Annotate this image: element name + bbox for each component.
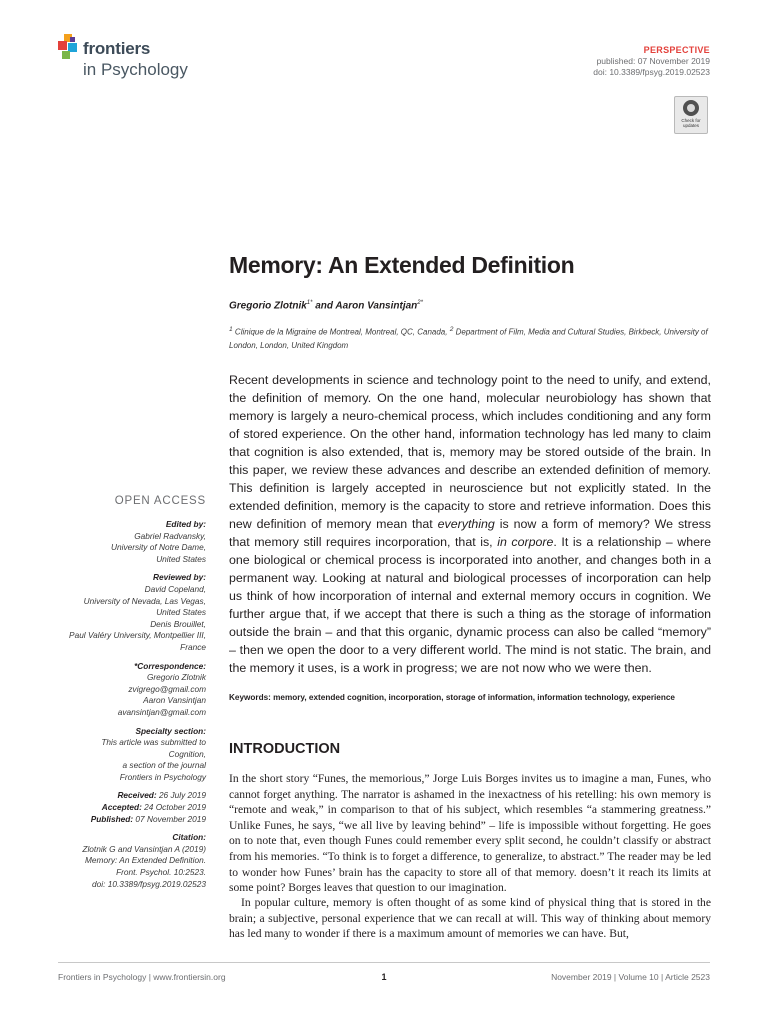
journal-logo[interactable]: [58, 34, 218, 82]
published-date-sidebar: [40, 814, 206, 826]
frontiers-logo-icon: [58, 34, 80, 60]
check-updates-icon: [683, 100, 699, 116]
body-paragraph: In popular culture, memory is often thought of as some kind of physical thing that is stored in the brain; a subjective, personal experience that we can recall at will. This way of thinking about memory has led many to wonder if there is a maximum amount of memories we can have. But,: [229, 896, 711, 941]
reviewer-line: France: [180, 641, 206, 652]
keywords: [229, 692, 711, 703]
abstract-em-2: in corpore: [497, 535, 554, 549]
authors-line: [229, 300, 423, 311]
accepted-date: [40, 802, 206, 814]
article-type: PERSPECTIVE: [643, 45, 710, 55]
citation-line: Zlotnik G and Vansintjan A (2019): [82, 843, 206, 854]
citation-line: Memory: An Extended Definition.: [85, 855, 206, 866]
abstract-em-1: everything: [437, 517, 495, 531]
reviewer-line: David Copeland,: [144, 583, 206, 594]
page-number: 1: [381, 972, 387, 982]
correspondence-label: *Correspondence:: [134, 660, 206, 671]
received-label: Received:: [117, 790, 157, 801]
editor-line: University of Notre Dame,: [111, 542, 206, 553]
keywords-label: Keywords:: [229, 693, 271, 702]
affiliation-2: Department of Film, Media and Cultural Studies, Birkbeck, University of London, London, United Kingdom: [229, 327, 708, 350]
specialty-line: This article was submitted to: [101, 737, 206, 748]
published-date: published: 07 November 2019: [596, 56, 710, 66]
abstract-text-2: is now a form of memory? We stress that memory still requires incorporation, that is,: [229, 517, 711, 549]
reviewer-line: University of Nevada, Las Vegas,: [83, 595, 206, 606]
affil-sup-1: 1: [229, 326, 233, 333]
editor-line: Gabriel Radvansky,: [134, 530, 206, 541]
journal-name-sub: in Psychology: [83, 60, 188, 79]
journal-name-bold: frontiers: [83, 39, 151, 58]
article-title: Memory: An Extended Definition: [229, 252, 575, 278]
editor-line: United States: [156, 553, 206, 564]
reviewer-line: Denis Brouillet,: [150, 618, 206, 629]
published-value: 07 November 2019: [133, 813, 206, 824]
reviewed-by-label: Reviewed by:: [152, 572, 206, 583]
keywords-text: memory, extended cognition, incorporation, storage of information, information technology, experience: [270, 693, 675, 702]
doi-link[interactable]: doi: 10.3389/fpsyg.2019.02523: [593, 67, 710, 77]
published-label: Published:: [90, 813, 134, 824]
author-2-sup: 2*: [417, 300, 423, 306]
edited-by-label: Edited by:: [165, 519, 206, 529]
check-for-updates-button[interactable]: [674, 96, 708, 134]
author-1-sup: 1*: [306, 300, 313, 306]
specialty-line: Frontiers in Psychology: [119, 771, 206, 782]
author-1[interactable]: Gregorio Zlotnik: [229, 300, 307, 312]
check-updates-label: Check for updates: [681, 118, 701, 128]
correspondence-name: Gregorio Zlotnik: [146, 672, 206, 683]
citation-line: Front. Psychol. 10:2523.: [116, 867, 206, 878]
section-heading-introduction: INTRODUCTION: [229, 741, 341, 757]
accepted-label: Accepted:: [101, 802, 142, 813]
correspondence-email[interactable]: zvigrego@gmail.com: [128, 683, 206, 694]
abstract-text-1: Recent developments in science and technology point to the need to unify, and extend, the definition of memory. On the one hand, molecular neurobiology has shown that memory is largely a neuro-chemical process, which includes conditioning and any form of stored experience. On the other hand, information technology has led many to claim that cognition is also extended, that is, memory may be stored outside of the brain. In this paper, we review these advances and describe an extended definition of memory. This definition is largely accepted in neuroscience but not explicitly stated. In the extended definition, memory is the capacity to store and retrieve information. Does this new definition of memory mean that: [229, 373, 711, 531]
correspondence-name: Aaron Vansintjan: [143, 695, 206, 706]
affiliation-1: Clinique de la Migraine de Montreal, Montreal, QC, Canada,: [232, 327, 450, 337]
specialty-line: a section of the journal: [122, 760, 206, 771]
footer-issue-info: November 2019 | Volume 10 | Article 2523: [551, 972, 710, 982]
specialty-section-label: Specialty section:: [135, 725, 206, 736]
affiliations: [229, 323, 715, 352]
abstract-text-3: . It is a relationship – where one biological or chemical process is incorporated into another, and changes both in a permanent way. Looking at natural and biological processes of incorporation can help us think of how incorporation of internal and external memory occurs in cognition. We further argue that, if we accept that there is such a thing as the storage of information outside the brain – and that this organic, dynamic process can also be called “memory” – then we open the door to a very different world. The mind is not static. The brain, and the memory it uses, is a work in progress; we are not now who we were then.: [229, 535, 711, 675]
open-access-label: OPEN ACCESS: [114, 495, 206, 507]
article-info-sidebar: [40, 519, 206, 890]
author-2[interactable]: Aaron Vansintjan: [335, 300, 418, 312]
reviewer-line: Paul Valéry University, Montpellier III,: [69, 630, 206, 641]
footer-journal-link[interactable]: Frontiers in Psychology | www.frontiersin.org: [58, 972, 226, 982]
specialty-line: Cognition,: [168, 748, 206, 759]
affil-sup-2: 2: [449, 326, 454, 333]
footer-divider: [58, 962, 710, 963]
abstract: [229, 371, 711, 677]
citation-doi[interactable]: doi: 10.3389/fpsyg.2019.02523: [92, 878, 206, 889]
reviewer-line: United States: [156, 607, 206, 618]
correspondence-email[interactable]: avansintjan@gmail.com: [117, 706, 206, 717]
received-value: 26 July 2019: [156, 790, 206, 801]
body-paragraph: In the short story “Funes, the memorious,” Jorge Luis Borges invites us to imagine a man, Funes, who cannot forget anything. The narrator is ashamed in the inexactness of his retelling: his own memory is “remote and weak,” in comparison to that of his subject, which resembles “a stammering greatness.” Unlike Funes, he says, “we all live by leaving behind” – life is impossible without forgetting. He goes on to note that, even though Funes could remember every split second, he couldn’t classify or abstract from his memories. “To think is to forget a difference, to generalize, to abstract.” The reader may be led to wonder how Funes’ brain has the capacity to store all of that memory. doesn’t it reach its limits at some point? Borges leaves that question to our imagination.: [229, 772, 711, 895]
authors-and: and: [312, 300, 336, 312]
citation-label: Citation:: [172, 832, 206, 843]
accepted-value: 24 October 2019: [141, 802, 206, 813]
received-date: [40, 790, 206, 802]
